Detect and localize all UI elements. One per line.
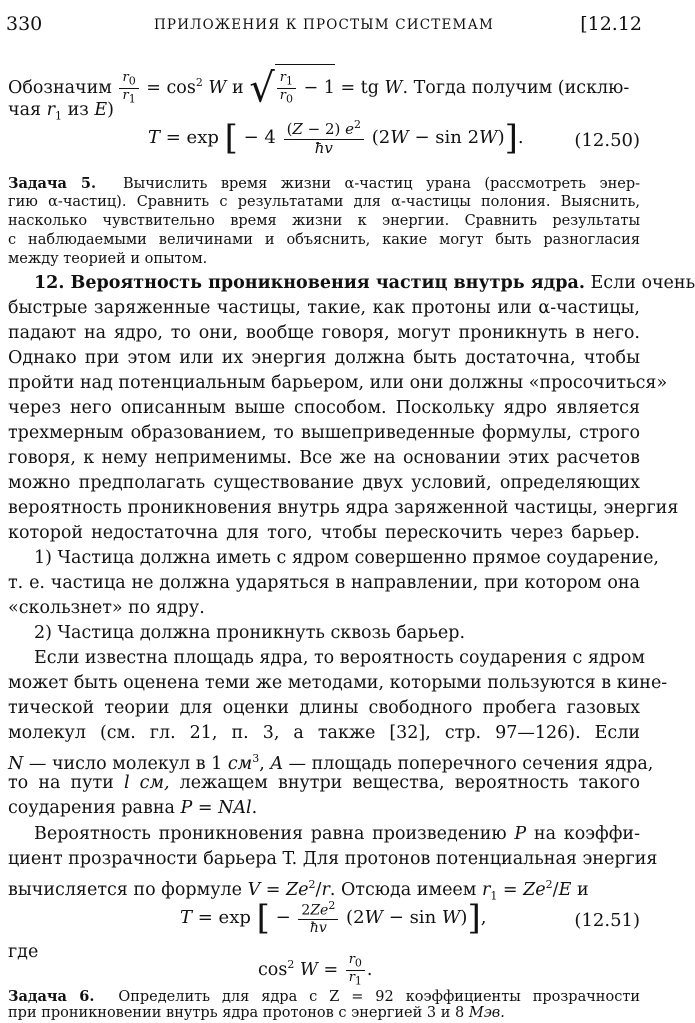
section-12-line: Однако при этом или их энергия должна быть достаточна, чтобы bbox=[8, 348, 640, 368]
equation-number: (12.50) bbox=[574, 130, 640, 151]
section-12-heading: 12. Вероятность проникновения частиц внутрь ядра. Если очень bbox=[34, 273, 695, 293]
task-5-line-3: насколько чувствительно время жизни к энергии. Сравнить результаты bbox=[8, 213, 640, 229]
intro-line-1: Обозначим $\frac{r_0}{r_1}$ = $\cos^2 W$ и √ $\frac{r_1}{r_0}$ − 1 = tg W. Тогда получим (исклю- bbox=[8, 65, 630, 112]
section-12-line: которой недостаточна для того, чтобы перескочить через барьер. bbox=[8, 523, 640, 543]
condition-1-line-1: 1) Частица должна иметь с ядром совершенно прямое соударение, bbox=[34, 548, 659, 568]
page-number: 330 bbox=[6, 13, 43, 35]
task-6-line-1: Задача 6. Определить для ядра с Z = 92 коэффициенты прозрачности bbox=[8, 988, 641, 1005]
para-3-line-3: вычисляется по формуле $V = Ze^2/r$. Отсюда имеем $r_1 = Ze^2/E$ и bbox=[8, 878, 589, 903]
section-12-line: можно предполагать существование двух условий, определяющих bbox=[8, 473, 640, 493]
section-12-line: через него описанным выше способом. Поскольку ядро является bbox=[8, 398, 640, 418]
para-2-line-6: то на пути l см, лежащем внутри вещества, вероятность такого bbox=[8, 773, 640, 793]
equation-number: (12.51) bbox=[574, 910, 640, 931]
section-12-line: падают на ядро, то они, вообще говоря, могут проникнуть в него. bbox=[8, 323, 640, 343]
intro-line-2: чая $r_1$ из E) bbox=[8, 100, 114, 123]
section-12-line: быстрые заряженные частицы, такие, как протоны или α-частицы, bbox=[8, 298, 640, 318]
task-5-line-5: между теорией и опытом. bbox=[8, 251, 208, 267]
cos-condition: $\cos^2 W$ = $\frac{r_0}{r_1}$ . bbox=[258, 951, 373, 988]
page-header bbox=[6, 13, 642, 37]
para-2-line: Если известна площадь ядра, то вероятность соударения с ядром bbox=[34, 648, 646, 668]
para-2-line-5: N — число молекул в 1 $см^3$, A — площадь поперечного сечения ядра, bbox=[8, 752, 654, 774]
para-2-line: тической теории для оценки длины свободного пробега газовых bbox=[8, 698, 640, 718]
section-12-line: трехмерным образованием, то вышеприведенные формулы, строго bbox=[8, 423, 640, 443]
task-5-line-2: гию α-частиц). Сравнить с результатами для α-частицы полония. Выяснить, bbox=[8, 194, 640, 210]
equation-12-51: T = exp [ − $\frac{2Ze^2}{ħv}$ (2W − sin W)], (12.51) bbox=[180, 898, 640, 938]
task-5-line-1: Задача 5. Вычислить время жизни α-частиц урана (рассмотреть энер- bbox=[8, 175, 641, 192]
task-6-line-2: при проникновении внутрь ядра протонов с энергией 3 и 8 Мэв. bbox=[8, 1005, 505, 1021]
para-2-line: молекул (см. гл. 21, п. 3, а также [32], стр. 97—126). Если bbox=[8, 723, 640, 743]
running-title: ПРИЛОЖЕНИЯ К ПРОСТЫМ СИСТЕМАМ bbox=[153, 17, 495, 33]
where-label: где bbox=[8, 942, 39, 962]
para-2-line: может быть оценена теми же методами, которыми пользуются в кине- bbox=[8, 673, 668, 693]
section-12-line: вероятность проникновения внутрь ядра заряженной частицы, энергия bbox=[8, 498, 679, 518]
para-3-line-2: циент прозрачности барьера T. Для протонов потенциальная энергия bbox=[8, 849, 658, 869]
condition-1-line-3: «скользнет» по ядру. bbox=[8, 598, 205, 618]
section-12-line: говоря, к нему неприменимы. Все же на основании этих расчетов bbox=[8, 448, 640, 468]
condition-1-line-2: т. е. частица не должна ударяться в направлении, при котором она bbox=[8, 573, 640, 593]
para-3-line-1: Вероятность проникновения равна произведению P на коэффи- bbox=[34, 824, 640, 844]
section-ref: [12.12 bbox=[580, 13, 642, 35]
equation-12-50: T = exp [ − 4 $\frac{(Z - 2) e^2}{ħv}$ (2W − sin 2W)]. (12.50) bbox=[148, 118, 640, 158]
para-2-line-7: соударения равна P = NAl. bbox=[8, 798, 258, 818]
section-12-line: пройти над потенциальным барьером, или они должны «просочиться» bbox=[8, 373, 668, 393]
task-5-line-4: с наблюдаемыми величинами и объяснить, какие могут быть разногласия bbox=[8, 232, 640, 248]
condition-2: 2) Частица должна проникнуть сквозь барьер. bbox=[34, 623, 466, 643]
